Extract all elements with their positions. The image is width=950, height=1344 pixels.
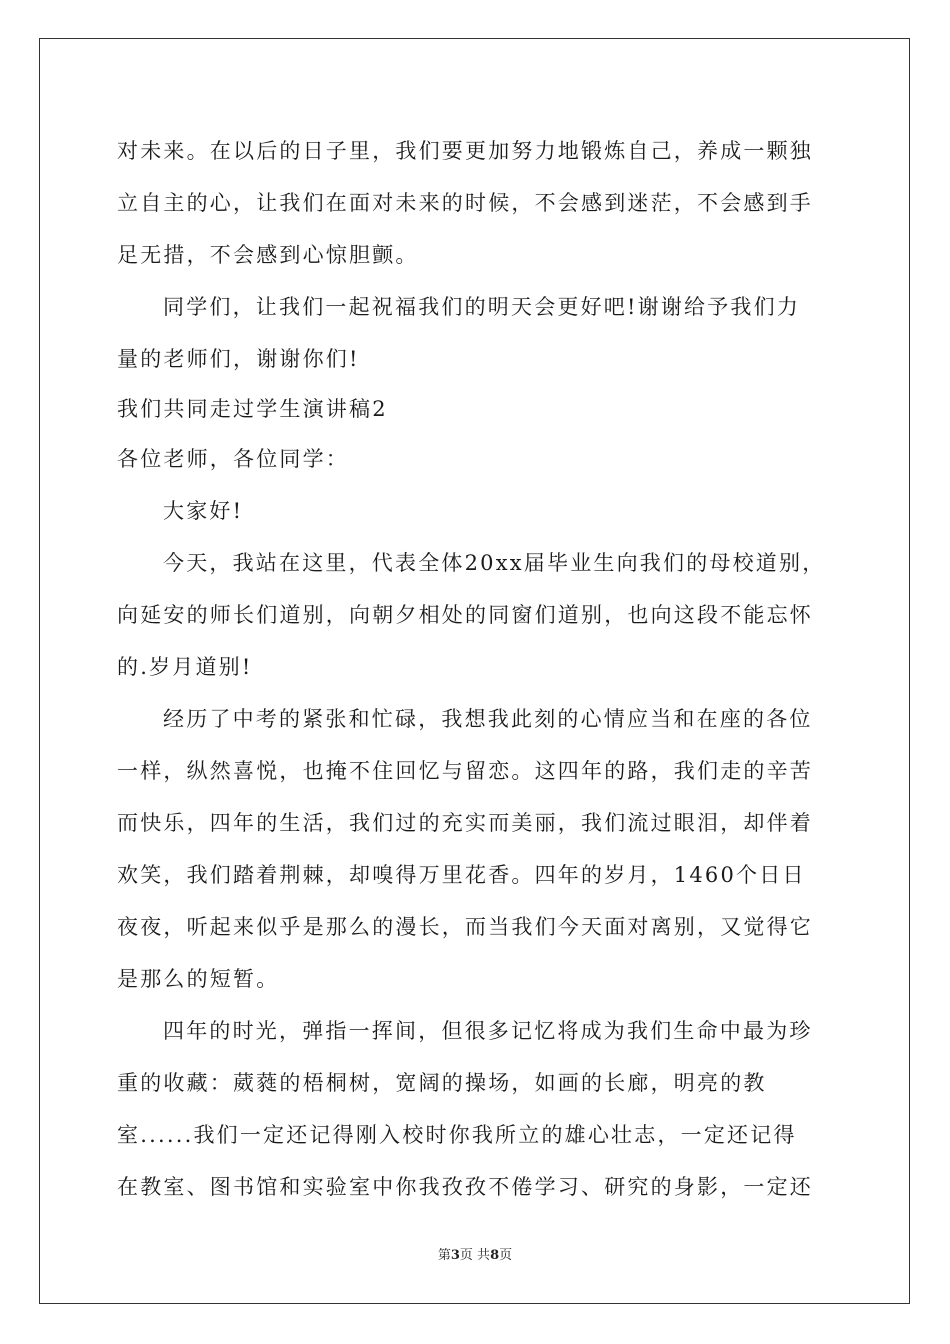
text-line: 足无措，不会感到心惊胆颤。: [117, 243, 419, 267]
paragraph: [117, 1005, 837, 1213]
text-line: 同学们，让我们一起祝福我们的明天会更好吧!谢谢给予我们力: [163, 295, 801, 319]
paragraph: [117, 537, 837, 693]
text-line: 立自主的心，让我们在面对未来的时候，不会感到迷茫，不会感到手: [117, 191, 813, 215]
footer-prefix: 第: [437, 1248, 451, 1263]
footer-suffix: 页: [499, 1248, 513, 1263]
page-footer: [0, 1244, 950, 1263]
salutation: 各位老师，各位同学：: [117, 447, 349, 471]
text-line: 今天，我站在这里，代表全体20xx届毕业生向我们的母校道别，: [163, 551, 826, 575]
section-title: 我们共同走过学生演讲稿2: [117, 397, 388, 421]
greeting: 大家好!: [163, 499, 244, 523]
text-line: 经历了中考的紧张和忙碌，我想我此刻的心情应当和在座的各位: [163, 707, 813, 731]
current-page-number: 3: [450, 1248, 460, 1263]
text-line: 室......我们一定还记得刚入校时你我所立的雄心壮志，一定还记得: [117, 1123, 797, 1147]
text-line: 是那么的短暂。: [117, 967, 280, 991]
document-body: [117, 125, 837, 1213]
paragraph: [117, 125, 837, 281]
paragraph: [117, 281, 837, 385]
text-line: 而快乐，四年的生活，我们过的充实而美丽，我们流过眼泪，却伴着: [117, 811, 813, 835]
text-line: 在教室、图书馆和实验室中你我孜孜不倦学习、研究的身影，一定还: [117, 1175, 813, 1199]
text-line: 重的收藏：葳蕤的梧桐树，宽阔的操场，如画的长廊，明亮的教: [117, 1071, 767, 1095]
text-line: 的.岁月道别!: [117, 655, 253, 679]
text-line: 量的老师们，谢谢你们!: [117, 347, 360, 371]
text-line: 对未来。在以后的日子里，我们要更加努力地锻炼自己，养成一颗独: [117, 139, 813, 163]
text-line: 向延安的师长们道别，向朝夕相处的同窗们道别，也向这段不能忘怀: [117, 603, 813, 627]
paragraph: [117, 693, 837, 1005]
total-page-count: 8: [490, 1248, 500, 1263]
footer-mid: 页 共: [459, 1248, 491, 1263]
text-line: 欢笑，我们踏着荆棘，却嗅得万里花香。四年的岁月，1460个日日: [117, 863, 806, 887]
text-line: 一样，纵然喜悦，也掩不住回忆与留恋。这四年的路，我们走的辛苦: [117, 759, 813, 783]
text-line: 四年的时光，弹指一挥间，但很多记忆将成为我们生命中最为珍: [163, 1019, 813, 1043]
text-line: 夜夜，听起来似乎是那么的漫长，而当我们今天面对离别，又觉得它: [117, 915, 813, 939]
